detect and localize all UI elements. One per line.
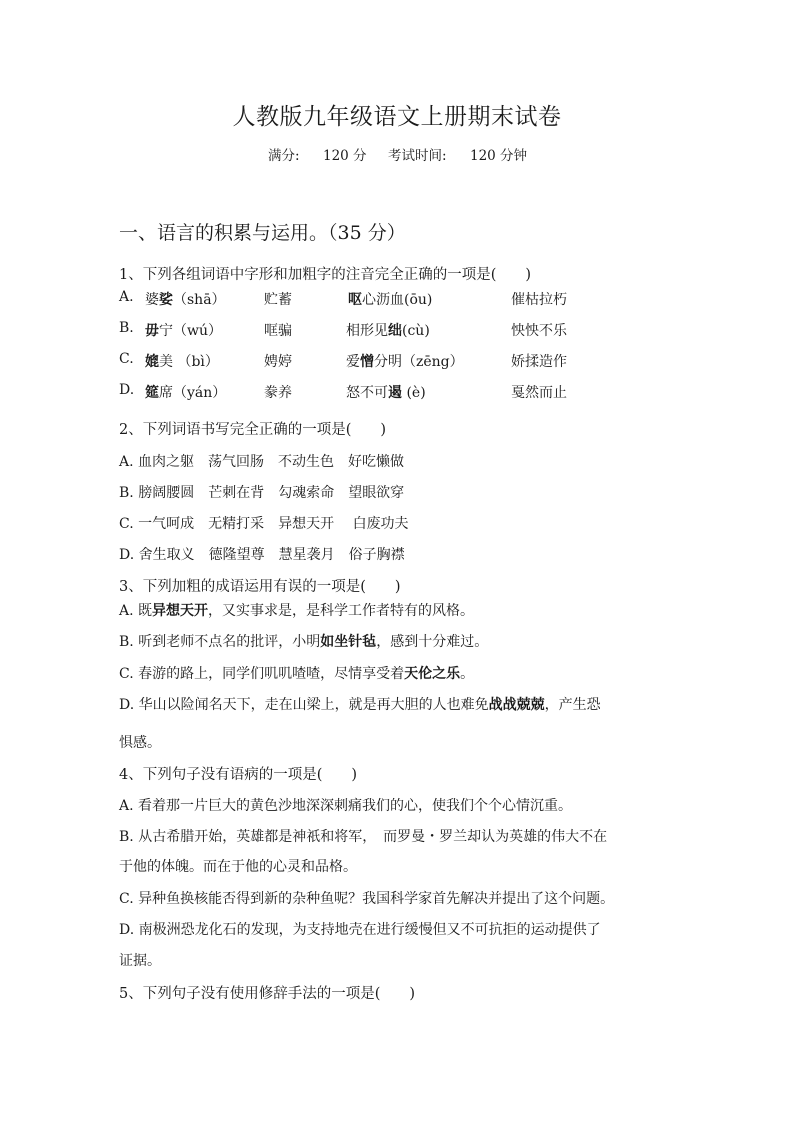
option-letter: B. xyxy=(119,320,134,336)
word-4: 戛然而止 xyxy=(511,385,567,401)
bold-char: 媲 xyxy=(145,354,159,370)
word-3 xyxy=(346,382,426,402)
word-text: 分明（zēng） xyxy=(374,354,464,370)
q4-option-d: D. 南极洲恐龙化石的发现，为支持地壳在进行缓慢但又不可抗拒的运动提供了 xyxy=(119,922,601,938)
score-label: 满分: xyxy=(268,148,300,164)
bold-char: 娑 xyxy=(159,292,173,308)
q3-option-d-cont: 惧感。 xyxy=(119,735,161,751)
word-text: （shā） xyxy=(173,292,226,308)
word-text: 怒不可 xyxy=(346,385,388,401)
q3-option-d xyxy=(119,694,601,714)
word-1 xyxy=(145,289,226,309)
sentence-text: D. 华山以险闻名天下，走在山梁上，就是再大胆的人也难免 xyxy=(119,697,489,713)
q4-option-d-cont: 证据。 xyxy=(119,953,161,969)
option-letter: D. xyxy=(119,382,135,398)
word-4: 催枯拉朽 xyxy=(511,292,567,308)
bold-char: 呕 xyxy=(348,292,362,308)
q2-option-c: C. 一气呵成 无精打采 异想天开 白废功夫 xyxy=(119,516,409,532)
word-2: 豢养 xyxy=(264,385,292,401)
bold-char: 遏 xyxy=(388,385,402,401)
q2-stem: 2、下列词语书写完全正确的一项是( ) xyxy=(119,422,387,438)
word-3 xyxy=(346,351,464,371)
q3-stem: 3、下列加粗的成语运用有误的一项是( ) xyxy=(119,579,401,595)
bold-idiom: 如坐针毡 xyxy=(320,634,377,650)
word-text: 婆 xyxy=(145,292,159,308)
word-text: 相形见 xyxy=(346,323,388,339)
bold-idiom: 异想天开 xyxy=(152,603,209,619)
score-value: 120 分 xyxy=(323,148,367,164)
bold-idiom: 天伦之乐 xyxy=(404,666,461,682)
word-2: 贮蓄 xyxy=(264,292,292,308)
q5-stem: 5、下列句子没有使用修辞手法的一项是( ) xyxy=(119,986,416,1002)
time-value: 120 分钟 xyxy=(470,148,528,164)
word-text: 席（yán） xyxy=(159,385,227,401)
word-2: 娉婷 xyxy=(264,354,292,370)
q4-option-b-cont: 于他的体魄。而在于他的心灵和品格。 xyxy=(119,859,357,875)
word-text: 爱 xyxy=(346,354,360,370)
q2-option-a: A. 血肉之躯 荡气回肠 不动生色 好吃懒做 xyxy=(119,454,405,470)
word-4: 怏怏不乐 xyxy=(511,323,567,339)
page-title: 人教版九年级语文上册期末试卷 xyxy=(232,104,562,130)
word-4: 娇揉造作 xyxy=(511,354,567,370)
q1-stem: 1、下列各组词语中字形和加粗字的注音完全正确的一项是( ) xyxy=(119,267,532,283)
section-heading: 一、语言的积累与运用。（35 分） xyxy=(119,222,406,244)
word-2: 哐骗 xyxy=(264,323,292,339)
word-text: 美 （bì） xyxy=(159,354,219,370)
time-label: 考试时间: xyxy=(388,148,447,164)
bold-char: 筵 xyxy=(145,385,159,401)
bold-idiom: 战战兢兢 xyxy=(488,697,545,713)
word-text: (cù) xyxy=(402,323,430,339)
sentence-text: A. 既 xyxy=(119,603,153,619)
q3-option-a xyxy=(119,600,474,620)
bold-char: 毋 xyxy=(145,323,159,339)
sentence-text: C. 春游的路上，同学们叽叽喳喳，尽情享受着 xyxy=(119,666,405,682)
word-1 xyxy=(145,320,222,340)
sentence-text: ，又实事求是，是科学工作者特有的风格。 xyxy=(208,603,475,619)
sentence-text: B. 听到老师不点名的批评，小明 xyxy=(119,634,321,650)
word-text: 宁（wú） xyxy=(159,323,222,339)
sentence-text: ，产生恐 xyxy=(544,697,601,713)
word-text: 心沥血(ōu) xyxy=(362,292,433,308)
word-3 xyxy=(346,320,430,340)
sentence-text: ，感到十分难过。 xyxy=(376,634,489,650)
q4-option-c: C. 异种鱼换核能否得到新的杂种鱼呢？我国科学家首先解决并提出了这个问题。 xyxy=(119,891,615,907)
option-letter: A. xyxy=(119,289,134,305)
q3-option-b xyxy=(119,631,488,651)
q4-stem: 4、下列句子没有语病的一项是( ) xyxy=(119,767,358,783)
sentence-text: 。 xyxy=(460,666,475,682)
bold-char: 憎 xyxy=(360,354,374,370)
q4-option-a: A. 看着那一片巨大的黄色沙地深深刺痛我们的心，使我们个个心情沉重。 xyxy=(119,798,573,814)
word-3 xyxy=(348,289,432,309)
option-letter: C. xyxy=(119,351,134,367)
word-text: (è) xyxy=(402,385,426,401)
bold-char: 绌 xyxy=(388,323,402,339)
q3-option-c xyxy=(119,663,474,683)
q2-option-b: B. 膀阔腰圆 芒刺在背 勾魂索命 望眼欲穿 xyxy=(119,485,405,501)
word-1 xyxy=(145,382,226,402)
word-1 xyxy=(145,351,219,371)
q2-option-d: D. 舍生取义 德隆望尊 慧星袭月 俗子胸襟 xyxy=(119,547,405,563)
q4-option-b: B. 从古希腊开始，英雄都是神祇和将军， 而罗曼・罗兰却认为英雄的伟大不在 xyxy=(119,829,608,845)
